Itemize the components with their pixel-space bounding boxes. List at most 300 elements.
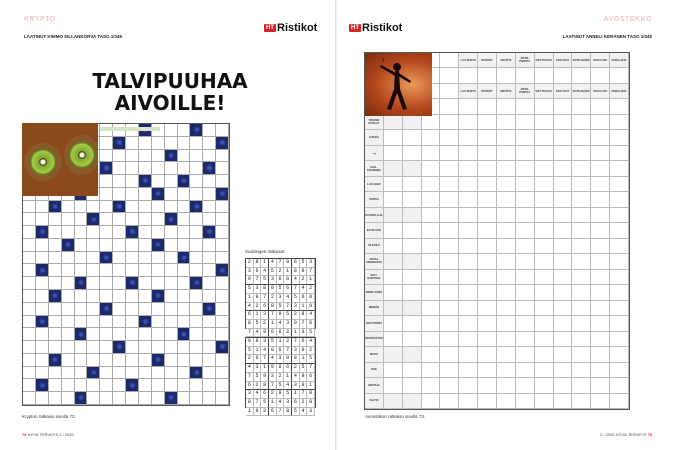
answer-cell[interactable] xyxy=(554,177,573,192)
krypto-cell[interactable] xyxy=(190,137,203,150)
answer-cell[interactable] xyxy=(516,99,535,114)
answer-cell[interactable] xyxy=(422,254,441,269)
answer-cell[interactable] xyxy=(384,239,403,254)
krypto-cell[interactable] xyxy=(113,328,126,341)
answer-cell[interactable] xyxy=(610,394,629,409)
answer-cell[interactable] xyxy=(554,285,573,300)
answer-cell[interactable] xyxy=(440,223,459,238)
krypto-cell[interactable] xyxy=(75,379,88,392)
answer-cell[interactable] xyxy=(554,347,573,362)
krypto-cell[interactable] xyxy=(36,252,49,265)
krypto-cell[interactable] xyxy=(87,392,100,405)
answer-cell[interactable] xyxy=(554,146,573,161)
answer-cell[interactable] xyxy=(478,115,497,130)
krypto-cell[interactable] xyxy=(49,367,62,380)
krypto-cell[interactable] xyxy=(165,379,178,392)
answer-cell[interactable] xyxy=(554,270,573,285)
krypto-cell[interactable] xyxy=(36,341,49,354)
answer-cell[interactable] xyxy=(497,177,516,192)
krypto-cell[interactable] xyxy=(62,213,75,226)
krypto-cell[interactable] xyxy=(165,175,178,188)
answer-cell[interactable] xyxy=(497,68,516,83)
answer-cell[interactable] xyxy=(459,192,478,207)
krypto-cell[interactable] xyxy=(152,392,165,405)
krypto-cell[interactable] xyxy=(152,341,165,354)
answer-cell[interactable] xyxy=(591,146,610,161)
answer-cell[interactable] xyxy=(554,394,573,409)
answer-cell[interactable] xyxy=(516,347,535,362)
krypto-cell[interactable] xyxy=(203,201,216,214)
krypto-cell[interactable] xyxy=(100,367,113,380)
krypto-cell[interactable] xyxy=(100,379,113,392)
answer-cell[interactable] xyxy=(422,192,441,207)
krypto-cell[interactable] xyxy=(113,150,126,163)
krypto-cell[interactable] xyxy=(178,239,191,252)
krypto-cell[interactable] xyxy=(216,162,229,175)
krypto-cell[interactable] xyxy=(75,316,88,329)
krypto-cell[interactable] xyxy=(113,367,126,380)
answer-cell[interactable] xyxy=(591,223,610,238)
krypto-cell[interactable] xyxy=(203,392,216,405)
krypto-cell[interactable] xyxy=(23,277,36,290)
answer-cell[interactable] xyxy=(384,177,403,192)
krypto-cell[interactable] xyxy=(165,162,178,175)
krypto-cell[interactable] xyxy=(152,252,165,265)
krypto-cell[interactable] xyxy=(139,277,152,290)
answer-cell[interactable] xyxy=(535,270,554,285)
krypto-cell[interactable] xyxy=(100,277,113,290)
krypto-cell[interactable] xyxy=(139,392,152,405)
answer-cell[interactable] xyxy=(572,130,591,145)
krypto-cell[interactable] xyxy=(100,137,113,150)
answer-cell[interactable] xyxy=(403,239,422,254)
answer-cell[interactable] xyxy=(516,130,535,145)
answer-cell[interactable] xyxy=(422,115,441,130)
krypto-cell[interactable] xyxy=(62,367,75,380)
krypto-cell[interactable] xyxy=(100,239,113,252)
answer-cell[interactable] xyxy=(610,285,629,300)
answer-cell[interactable] xyxy=(535,192,554,207)
krypto-cell[interactable] xyxy=(216,213,229,226)
krypto-cell[interactable] xyxy=(49,316,62,329)
krypto-cell[interactable] xyxy=(126,316,139,329)
answer-cell[interactable] xyxy=(422,239,441,254)
answer-cell[interactable] xyxy=(610,130,629,145)
answer-cell[interactable] xyxy=(572,285,591,300)
krypto-cell[interactable] xyxy=(100,213,113,226)
answer-cell[interactable] xyxy=(516,177,535,192)
answer-cell[interactable] xyxy=(591,130,610,145)
answer-cell[interactable] xyxy=(422,177,441,192)
answer-cell[interactable] xyxy=(516,115,535,130)
answer-cell[interactable] xyxy=(422,270,441,285)
answer-cell[interactable] xyxy=(497,115,516,130)
krypto-cell[interactable] xyxy=(190,252,203,265)
answer-cell[interactable] xyxy=(610,208,629,223)
answer-cell[interactable] xyxy=(591,177,610,192)
krypto-cell[interactable] xyxy=(23,392,36,405)
answer-cell[interactable] xyxy=(384,192,403,207)
answer-cell[interactable] xyxy=(459,161,478,176)
krypto-cell[interactable] xyxy=(36,277,49,290)
krypto-cell[interactable] xyxy=(216,201,229,214)
krypto-cell[interactable] xyxy=(113,175,126,188)
krypto-cell[interactable] xyxy=(49,379,62,392)
answer-cell[interactable] xyxy=(572,161,591,176)
krypto-cell[interactable] xyxy=(36,367,49,380)
answer-cell[interactable] xyxy=(459,254,478,269)
answer-cell[interactable] xyxy=(610,332,629,347)
krypto-cell[interactable] xyxy=(87,354,100,367)
answer-cell[interactable] xyxy=(610,378,629,393)
answer-cell[interactable] xyxy=(459,239,478,254)
krypto-cell[interactable] xyxy=(87,290,100,303)
answer-cell[interactable] xyxy=(572,68,591,83)
answer-cell[interactable] xyxy=(572,270,591,285)
answer-cell[interactable] xyxy=(554,208,573,223)
answer-cell[interactable] xyxy=(591,316,610,331)
krypto-cell[interactable] xyxy=(100,226,113,239)
answer-cell[interactable] xyxy=(440,301,459,316)
answer-cell[interactable] xyxy=(422,146,441,161)
krypto-cell[interactable] xyxy=(165,264,178,277)
answer-cell[interactable] xyxy=(591,301,610,316)
krypto-cell[interactable] xyxy=(190,188,203,201)
answer-cell[interactable] xyxy=(516,68,535,83)
answer-cell[interactable] xyxy=(440,254,459,269)
krypto-cell[interactable] xyxy=(152,264,165,277)
krypto-cell[interactable] xyxy=(62,392,75,405)
answer-cell[interactable] xyxy=(478,146,497,161)
krypto-cell[interactable] xyxy=(126,264,139,277)
answer-cell[interactable] xyxy=(422,363,441,378)
krypto-cell[interactable] xyxy=(126,213,139,226)
answer-cell[interactable] xyxy=(572,99,591,114)
krypto-cell[interactable] xyxy=(100,392,113,405)
answer-cell[interactable] xyxy=(478,301,497,316)
krypto-cell[interactable] xyxy=(23,252,36,265)
krypto-cell[interactable] xyxy=(49,239,62,252)
answer-cell[interactable] xyxy=(591,347,610,362)
answer-cell[interactable] xyxy=(535,115,554,130)
answer-cell[interactable] xyxy=(422,285,441,300)
answer-cell[interactable] xyxy=(497,347,516,362)
krypto-cell[interactable] xyxy=(75,213,88,226)
krypto-cell[interactable] xyxy=(126,290,139,303)
krypto-cell[interactable] xyxy=(203,175,216,188)
answer-cell[interactable] xyxy=(535,161,554,176)
answer-cell[interactable] xyxy=(535,239,554,254)
answer-cell[interactable] xyxy=(440,285,459,300)
krypto-cell[interactable] xyxy=(75,354,88,367)
krypto-cell[interactable] xyxy=(152,316,165,329)
answer-cell[interactable] xyxy=(422,161,441,176)
krypto-cell[interactable] xyxy=(87,328,100,341)
krypto-cell[interactable] xyxy=(165,188,178,201)
answer-cell[interactable] xyxy=(440,161,459,176)
answer-cell[interactable] xyxy=(478,208,497,223)
answer-cell[interactable] xyxy=(554,378,573,393)
answer-cell[interactable] xyxy=(610,68,629,83)
krypto-cell[interactable] xyxy=(62,252,75,265)
answer-cell[interactable] xyxy=(497,394,516,409)
answer-cell[interactable] xyxy=(554,68,573,83)
krypto-cell[interactable] xyxy=(126,354,139,367)
krypto-cell[interactable] xyxy=(190,303,203,316)
krypto-cell[interactable] xyxy=(36,290,49,303)
answer-cell[interactable] xyxy=(535,301,554,316)
answer-cell[interactable] xyxy=(554,192,573,207)
answer-cell[interactable] xyxy=(610,99,629,114)
answer-cell[interactable] xyxy=(403,285,422,300)
krypto-cell[interactable] xyxy=(216,226,229,239)
krypto-cell[interactable] xyxy=(139,188,152,201)
krypto-cell[interactable] xyxy=(100,328,113,341)
krypto-cell[interactable] xyxy=(178,303,191,316)
answer-cell[interactable] xyxy=(403,270,422,285)
krypto-cell[interactable] xyxy=(190,150,203,163)
answer-cell[interactable] xyxy=(572,115,591,130)
krypto-cell[interactable] xyxy=(216,316,229,329)
krypto-cell[interactable] xyxy=(100,264,113,277)
krypto-cell[interactable] xyxy=(62,201,75,214)
krypto-cell[interactable] xyxy=(165,290,178,303)
answer-cell[interactable] xyxy=(572,347,591,362)
answer-cell[interactable] xyxy=(422,130,441,145)
krypto-cell[interactable] xyxy=(203,252,216,265)
answer-cell[interactable] xyxy=(535,177,554,192)
answer-cell[interactable] xyxy=(572,223,591,238)
krypto-cell[interactable] xyxy=(190,239,203,252)
answer-cell[interactable] xyxy=(459,99,478,114)
krypto-cell[interactable] xyxy=(165,277,178,290)
krypto-cell[interactable] xyxy=(126,341,139,354)
krypto-cell[interactable] xyxy=(216,354,229,367)
answer-cell[interactable] xyxy=(516,301,535,316)
krypto-cell[interactable] xyxy=(113,188,126,201)
krypto-cell[interactable] xyxy=(126,367,139,380)
answer-cell[interactable] xyxy=(440,130,459,145)
krypto-cell[interactable] xyxy=(178,264,191,277)
krypto-cell[interactable] xyxy=(23,316,36,329)
krypto-cell[interactable] xyxy=(139,290,152,303)
answer-cell[interactable] xyxy=(516,192,535,207)
answer-cell[interactable] xyxy=(478,68,497,83)
krypto-cell[interactable] xyxy=(87,316,100,329)
krypto-cell[interactable] xyxy=(190,175,203,188)
answer-cell[interactable] xyxy=(572,192,591,207)
answer-cell[interactable] xyxy=(478,316,497,331)
krypto-cell[interactable] xyxy=(203,150,216,163)
krypto-cell[interactable] xyxy=(113,252,126,265)
krypto-cell[interactable] xyxy=(113,277,126,290)
krypto-cell[interactable] xyxy=(203,367,216,380)
answer-cell[interactable] xyxy=(422,316,441,331)
answer-cell[interactable] xyxy=(591,254,610,269)
krypto-cell[interactable] xyxy=(100,188,113,201)
answer-cell[interactable] xyxy=(403,177,422,192)
krypto-cell[interactable] xyxy=(152,367,165,380)
answer-cell[interactable] xyxy=(610,347,629,362)
krypto-cell[interactable] xyxy=(49,226,62,239)
krypto-cell[interactable] xyxy=(36,328,49,341)
krypto-cell[interactable] xyxy=(23,264,36,277)
answer-cell[interactable] xyxy=(497,99,516,114)
krypto-cell[interactable] xyxy=(126,328,139,341)
krypto-cell[interactable] xyxy=(100,290,113,303)
krypto-cell[interactable] xyxy=(216,379,229,392)
krypto-cell[interactable] xyxy=(178,150,191,163)
answer-cell[interactable] xyxy=(440,239,459,254)
answer-cell[interactable] xyxy=(554,316,573,331)
answer-cell[interactable] xyxy=(497,130,516,145)
krypto-cell[interactable] xyxy=(87,341,100,354)
answer-cell[interactable] xyxy=(422,347,441,362)
answer-cell[interactable] xyxy=(591,192,610,207)
krypto-cell[interactable] xyxy=(113,316,126,329)
krypto-cell[interactable] xyxy=(75,264,88,277)
krypto-cell[interactable] xyxy=(139,367,152,380)
krypto-cell[interactable] xyxy=(165,303,178,316)
krypto-cell[interactable] xyxy=(178,137,191,150)
krypto-cell[interactable] xyxy=(190,264,203,277)
krypto-cell[interactable] xyxy=(190,162,203,175)
krypto-cell[interactable] xyxy=(178,290,191,303)
answer-cell[interactable] xyxy=(497,301,516,316)
krypto-cell[interactable] xyxy=(100,341,113,354)
krypto-cell[interactable] xyxy=(216,239,229,252)
krypto-cell[interactable] xyxy=(87,303,100,316)
krypto-cell[interactable] xyxy=(49,264,62,277)
krypto-cell[interactable] xyxy=(36,354,49,367)
krypto-cell[interactable] xyxy=(126,239,139,252)
krypto-cell[interactable] xyxy=(126,162,139,175)
answer-cell[interactable] xyxy=(422,378,441,393)
answer-cell[interactable] xyxy=(459,115,478,130)
krypto-cell[interactable] xyxy=(23,239,36,252)
krypto-cell[interactable] xyxy=(139,213,152,226)
answer-cell[interactable] xyxy=(459,332,478,347)
answer-cell[interactable] xyxy=(422,332,441,347)
krypto-cell[interactable] xyxy=(75,239,88,252)
answer-cell[interactable] xyxy=(610,115,629,130)
answer-cell[interactable] xyxy=(572,316,591,331)
krypto-cell[interactable] xyxy=(152,379,165,392)
answer-cell[interactable] xyxy=(403,223,422,238)
answer-cell[interactable] xyxy=(403,332,422,347)
answer-cell[interactable] xyxy=(403,130,422,145)
krypto-cell[interactable] xyxy=(203,341,216,354)
answer-cell[interactable] xyxy=(572,378,591,393)
answer-cell[interactable] xyxy=(516,378,535,393)
krypto-cell[interactable] xyxy=(49,252,62,265)
answer-cell[interactable] xyxy=(591,208,610,223)
answer-cell[interactable] xyxy=(403,316,422,331)
answer-cell[interactable] xyxy=(440,208,459,223)
krypto-cell[interactable] xyxy=(178,188,191,201)
answer-cell[interactable] xyxy=(591,270,610,285)
krypto-cell[interactable] xyxy=(152,303,165,316)
answer-cell[interactable] xyxy=(516,394,535,409)
krypto-cell[interactable] xyxy=(165,124,178,137)
krypto-cell[interactable] xyxy=(87,264,100,277)
answer-cell[interactable] xyxy=(440,378,459,393)
krypto-cell[interactable] xyxy=(178,277,191,290)
answer-cell[interactable] xyxy=(497,285,516,300)
answer-cell[interactable] xyxy=(535,208,554,223)
answer-cell[interactable] xyxy=(403,192,422,207)
answer-cell[interactable] xyxy=(478,394,497,409)
answer-cell[interactable] xyxy=(497,363,516,378)
answer-cell[interactable] xyxy=(459,130,478,145)
answer-cell[interactable] xyxy=(459,316,478,331)
krypto-cell[interactable] xyxy=(62,303,75,316)
krypto-cell[interactable] xyxy=(23,379,36,392)
krypto-cell[interactable] xyxy=(49,277,62,290)
krypto-cell[interactable] xyxy=(203,290,216,303)
answer-cell[interactable] xyxy=(422,208,441,223)
answer-cell[interactable] xyxy=(440,146,459,161)
answer-cell[interactable] xyxy=(422,394,441,409)
answer-cell[interactable] xyxy=(516,316,535,331)
krypto-cell[interactable] xyxy=(23,354,36,367)
answer-cell[interactable] xyxy=(554,161,573,176)
answer-cell[interactable] xyxy=(591,161,610,176)
krypto-cell[interactable] xyxy=(216,328,229,341)
answer-cell[interactable] xyxy=(384,223,403,238)
krypto-cell[interactable] xyxy=(87,226,100,239)
answer-cell[interactable] xyxy=(497,332,516,347)
krypto-cell[interactable] xyxy=(152,137,165,150)
answer-cell[interactable] xyxy=(516,363,535,378)
krypto-cell[interactable] xyxy=(23,226,36,239)
answer-cell[interactable] xyxy=(554,254,573,269)
answer-cell[interactable] xyxy=(554,332,573,347)
answer-cell[interactable] xyxy=(572,146,591,161)
krypto-cell[interactable] xyxy=(113,303,126,316)
krypto-cell[interactable] xyxy=(216,124,229,137)
answer-cell[interactable] xyxy=(572,254,591,269)
answer-cell[interactable] xyxy=(554,223,573,238)
krypto-cell[interactable] xyxy=(152,213,165,226)
krypto-cell[interactable] xyxy=(203,137,216,150)
answer-cell[interactable] xyxy=(535,316,554,331)
answer-cell[interactable] xyxy=(440,177,459,192)
answer-cell[interactable] xyxy=(535,394,554,409)
krypto-cell[interactable] xyxy=(126,150,139,163)
answer-cell[interactable] xyxy=(591,68,610,83)
answer-cell[interactable] xyxy=(591,285,610,300)
answer-cell[interactable] xyxy=(478,177,497,192)
krypto-cell[interactable] xyxy=(62,316,75,329)
answer-cell[interactable] xyxy=(497,316,516,331)
krypto-cell[interactable] xyxy=(49,328,62,341)
answer-cell[interactable] xyxy=(459,146,478,161)
answer-cell[interactable] xyxy=(384,270,403,285)
krypto-cell[interactable] xyxy=(126,392,139,405)
answer-cell[interactable] xyxy=(535,223,554,238)
answer-cell[interactable] xyxy=(384,378,403,393)
answer-cell[interactable] xyxy=(497,223,516,238)
krypto-cell[interactable] xyxy=(100,201,113,214)
answer-cell[interactable] xyxy=(554,239,573,254)
krypto-cell[interactable] xyxy=(139,252,152,265)
answer-cell[interactable] xyxy=(554,99,573,114)
answer-cell[interactable] xyxy=(591,239,610,254)
krypto-cell[interactable] xyxy=(178,162,191,175)
answer-cell[interactable] xyxy=(478,270,497,285)
answer-cell[interactable] xyxy=(440,394,459,409)
